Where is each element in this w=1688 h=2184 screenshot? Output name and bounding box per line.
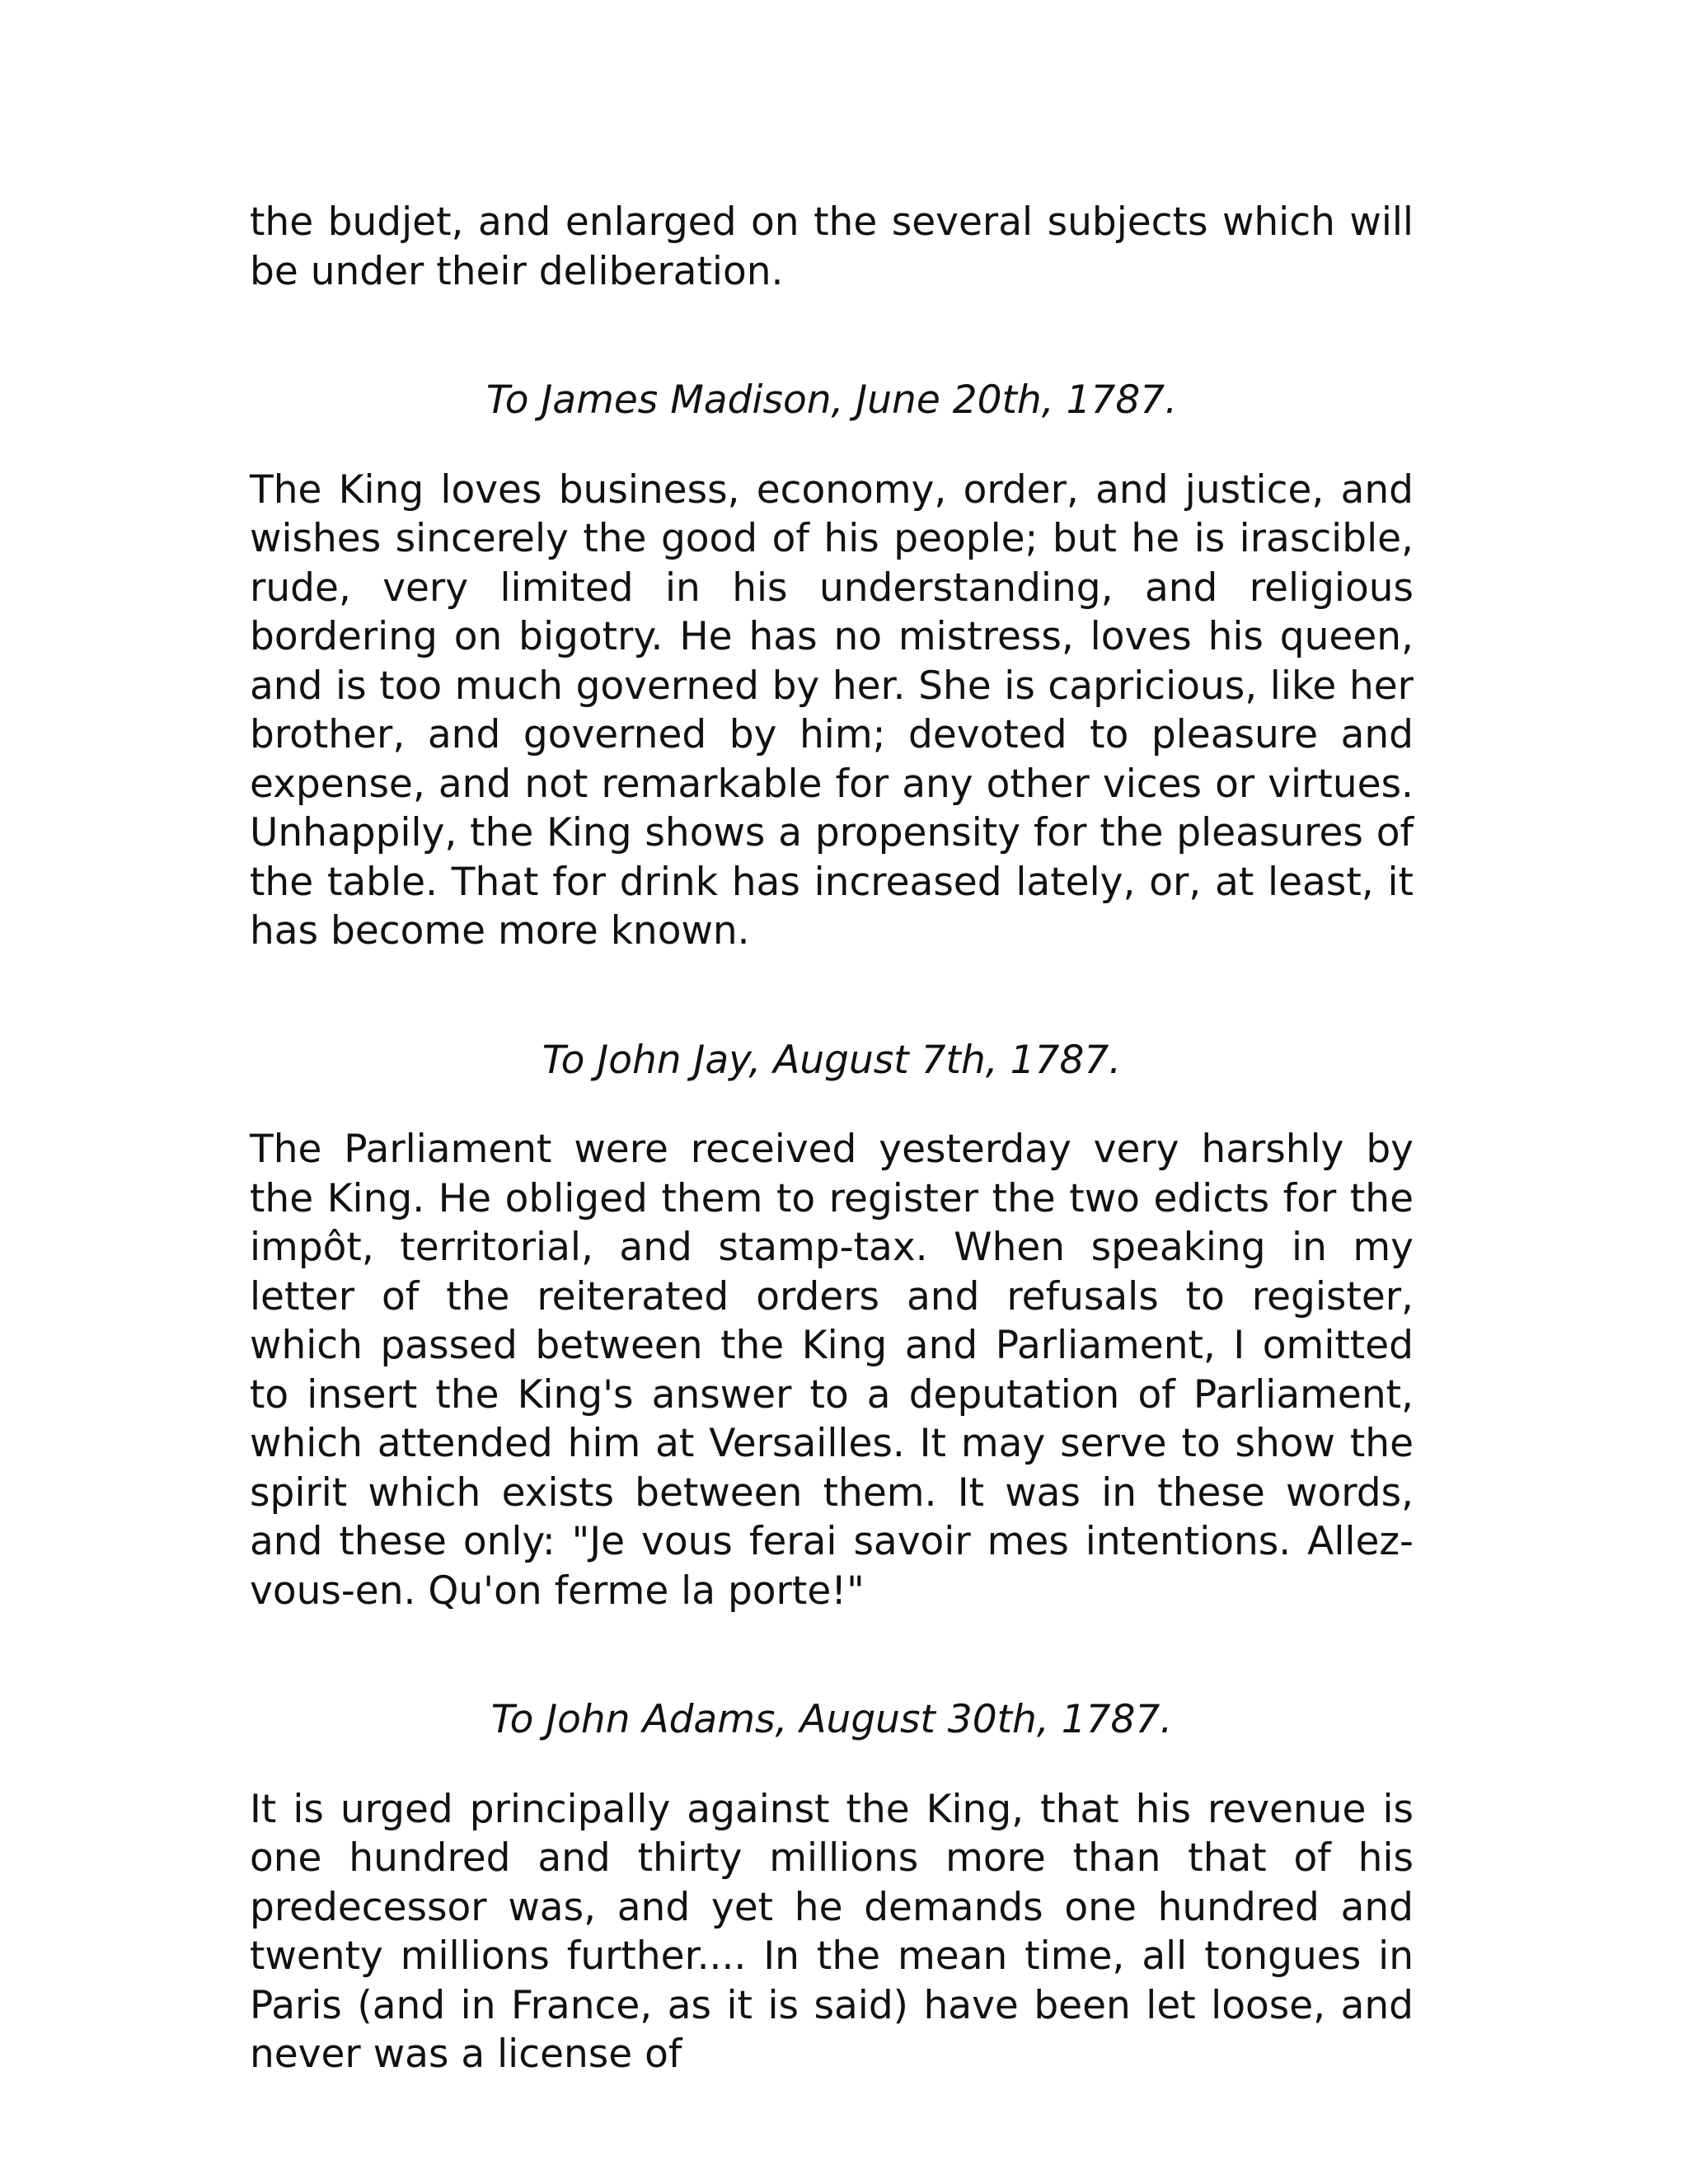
letter-body-jay: The Parliament were received yesterday very harshly by the King. He obliged them to register the two edicts for the impôt, territorial, and stamp-tax. When speaking in my letter of the reiterated orders and refusals to register, which passed between the King and Parliament, I omitted to insert the King's answer to a deputation of Parliament, which attended him at Versailles. It may serve to show the spirit which exists between them. It was in these words, and these only: "Je vous ferai savoir mes intentions. Allez-vous-en. Qu'on ferme la porte!" [250,1127,1414,1614]
letter-body-madison: The King loves business, economy, order, and justice, and wishes sincerely the good of his people; but he is irascible, rude, very limited in his understanding, and religious bordering on bigotry. He has no mistress, loves his queen, and is too much governed by her. She is capricious, like her brother, and governed by him; devoted to pleasure and expense, and not remarkable for any other vices or virtues. Unhappily, the King shows a propensity for the pleasures of the table. That for drink has increased lately, or, at least, it has become more known. [250,466,1414,954]
document-page [250,198,1414,2079]
letter-heading-jay: To John Jay, August 7th, 1787. [542,1037,1122,1083]
intro-paragraph: the budjet, and enlarged on the several subjects which will be under their deliberation. [250,199,1414,294]
letter-heading-madison: To James Madison, June 20th, 1787. [485,377,1178,423]
letter-heading-adams: To John Adams, August 30th, 1787. [490,1697,1173,1742]
letter-body-adams: It is urged principally against the King, that his revenue is one hundred and thirty millions more than that of his predecessor was, and yet he demands one hundred and twenty millions further.... In the mean time, all tongues in Paris (and in France, as it is said) have been let loose, and never was a license of [250,1786,1414,2077]
